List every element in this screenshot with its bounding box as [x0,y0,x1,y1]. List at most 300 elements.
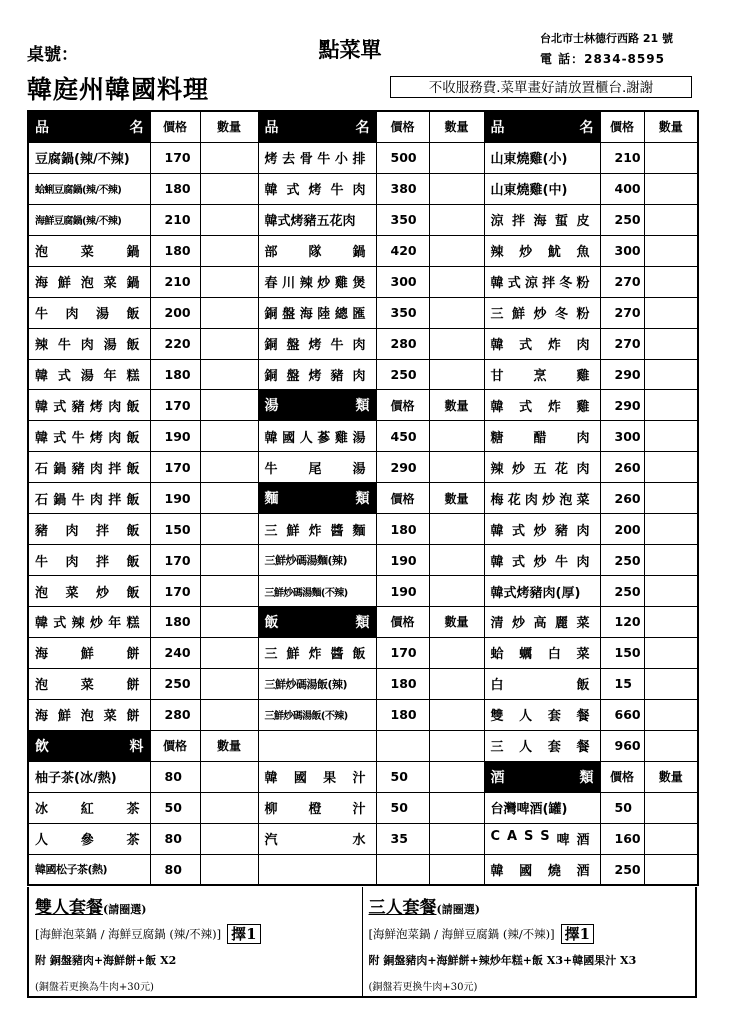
empty-cell [258,854,376,885]
table-row [28,854,698,885]
category-header-label [265,488,370,508]
menu-item-label [35,674,150,693]
set-choice: [海鮮泡菜鍋 / 海鮮豆腐鍋 (辣/不辣)] [368,927,555,941]
name-char: 飯 [126,430,140,446]
name-char: 炒 [542,492,556,508]
name-char: 炒 [519,245,533,261]
menu-item-label [265,365,376,384]
menu-item-price: 150 [600,637,644,668]
menu-item-price: 35 [376,823,429,854]
menu-item-label [491,643,600,662]
quantity-field[interactable] [429,761,484,792]
menu-item-label [265,458,376,477]
menu-item-price: 180 [150,173,200,204]
name-char: 肉 [89,492,103,508]
menu-item-label [491,551,600,570]
name-char: 年 [108,616,122,632]
name-char: 汁 [352,771,366,787]
name-char: 炸 [308,523,322,539]
menu-item-name [484,545,600,576]
menu-item-price: 15 [600,668,644,699]
name-char: 肉 [352,338,366,354]
price-header: 價格 [376,111,429,142]
name-char: 鍋 [352,245,366,261]
table-row [28,607,698,638]
menu-item-name [258,668,376,699]
price-header: 價格 [376,607,429,638]
name-char: 湯 [80,368,94,384]
menu-item-price: 300 [600,421,644,452]
menu-item-name [258,359,376,390]
menu-item-price: 290 [600,390,644,421]
name-char: 烤 [264,152,278,168]
address: 台北市士林德行西路 21 號 [540,32,673,45]
set-title [35,893,356,918]
name-char: 飯 [126,338,140,354]
name-char: 柳 [264,802,278,818]
page-title: 點菜單 [318,38,382,62]
quantity-field[interactable] [429,359,484,390]
quantity-field[interactable] [644,142,698,173]
quantity-field[interactable] [644,266,698,297]
menu-item-label: 韓式烤豬五花肉 [264,214,356,230]
quantity-field[interactable] [200,452,258,483]
name-char: 餐 [576,709,590,725]
menu-item-name [484,854,600,885]
menu-item-name [484,359,600,390]
quantity-field[interactable] [200,668,258,699]
table-row [28,204,698,235]
name-char: 鮮 [511,307,525,323]
category-header-label [265,395,370,415]
price-header: 價格 [600,761,644,792]
menu-table [27,110,699,886]
quantity-field[interactable] [200,359,258,390]
empty-cell [258,730,376,761]
table-row [28,576,698,607]
quantity-field[interactable] [644,483,698,514]
name-char: 鮮 [80,647,94,663]
quantity-field[interactable] [200,204,258,235]
quantity-field[interactable] [429,421,484,452]
name-char: 肉 [352,368,366,384]
quantity-field[interactable] [200,173,258,204]
menu-item-label [491,210,600,229]
menu-item-name [28,761,150,792]
menu-item-name [258,792,376,823]
name-char: 飯 [352,647,366,663]
name-char: 式 [511,523,525,539]
category-header [28,111,150,142]
menu-item-name [484,607,600,638]
menu-item-name [484,390,600,421]
set-title-text: 雙人套餐 [35,898,103,918]
menu-item-name [258,204,376,235]
quantity-field[interactable] [429,730,484,761]
name-char: 辣 [490,245,504,261]
quantity-field[interactable] [644,173,698,204]
quantity-field[interactable] [200,235,258,266]
name-char: 肉 [80,338,94,354]
name-char: 炒 [89,616,103,632]
name-char: 雙 [490,709,504,725]
menu-item-name [28,576,150,607]
quantity-field[interactable] [644,730,698,761]
menu-item-price: 420 [376,235,429,266]
menu-item-price: 250 [600,576,644,607]
menu-item-label: 豆腐鍋(辣/不辣) [35,152,130,168]
quantity-field[interactable] [200,699,258,730]
menu-item-name [484,266,600,297]
name-char: 梅 [490,492,504,508]
quantity-field[interactable] [200,761,258,792]
menu-item-label [35,272,150,291]
quantity-field[interactable] [429,173,484,204]
menu-item-label [265,148,376,167]
menu-item-price: 80 [150,761,200,792]
name-char: 炒 [533,307,547,323]
quantity-field[interactable] [644,235,698,266]
quantity-field[interactable] [644,514,698,545]
menu-item-label [265,427,376,446]
quantity-field[interactable] [644,359,698,390]
menu-item-name [484,421,600,452]
quantity-field[interactable] [429,668,484,699]
name-char: A [506,829,518,845]
table-row [28,390,698,421]
set-swap-note: (銅盤若更換牛肉+30元) [368,982,478,993]
name-char: 餅 [126,647,140,663]
menu-item-price: 290 [600,359,644,390]
name-char: 蠣 [519,647,533,663]
quantity-field[interactable] [644,699,698,730]
table-row [28,730,698,761]
menu-item-price: 400 [600,173,644,204]
name-char: 雞 [576,399,590,415]
quantity-field[interactable] [429,204,484,235]
category-char: 湯 [264,398,279,415]
name-char: 汽 [264,833,278,849]
name-char: 盤 [286,368,300,384]
menu-item-price: 120 [600,607,644,638]
name-char: 蛤 [490,647,504,663]
menu-item-label [35,489,150,508]
quantity-field[interactable] [644,390,698,421]
quantity-field[interactable] [200,142,258,173]
menu-item-price: 180 [376,514,429,545]
category-char: 飲 [35,738,49,755]
category-char: 品 [264,119,279,136]
name-char: 牛 [35,554,49,570]
menu-item-label [491,396,600,415]
quantity-field[interactable] [200,576,258,607]
quantity-field[interactable] [644,854,698,885]
menu-item-price: 250 [600,204,644,235]
category-char: 酒 [490,769,505,786]
name-char: 菜 [65,585,79,601]
set-swap-note: (銅盤若更換為牛肉+30元) [35,982,154,993]
name-char: 三 [490,307,504,323]
menu-item-name [258,545,376,576]
category-char: 品 [35,119,49,136]
menu-item-label [491,520,600,539]
name-char: 牛 [554,554,568,570]
name-char: 茶 [126,802,140,818]
name-char: 豬 [35,523,49,539]
quantity-field[interactable] [200,607,258,638]
name-char: 國 [519,863,533,879]
category-char: 品 [490,119,505,136]
name-char: 湯 [352,461,366,477]
quantity-field[interactable] [200,823,258,854]
name-char: 銅 [264,338,278,354]
name-char: 尾 [308,461,322,477]
quantity-field[interactable] [200,421,258,452]
menu-item-name [28,514,150,545]
menu-item-label [35,396,150,415]
name-char: 五 [533,461,547,477]
name-char: 辣 [490,461,504,477]
name-char: 肉 [576,523,590,539]
menu-item-label [35,365,150,384]
table-number-label: 桌號： [27,45,78,65]
quantity-field[interactable] [200,483,258,514]
quantity-field[interactable] [644,452,698,483]
quantity-field[interactable] [429,699,484,730]
name-char: 糕 [126,616,140,632]
menu-item-label [491,303,600,322]
quantity-field[interactable] [429,266,484,297]
table-row [28,142,698,173]
quantity-field[interactable] [429,637,484,668]
menu-item-name [28,204,150,235]
name-char: 酒 [576,863,590,879]
table-row [28,483,698,514]
menu-item-name [484,452,600,483]
menu-item-name [484,668,600,699]
menu-item-name [258,173,376,204]
name-char: 皮 [576,214,590,230]
menu-item-label [491,272,600,291]
quantity-field[interactable] [644,297,698,328]
name-char: 牛 [57,338,71,354]
menu-item-label [265,520,376,539]
quantity-field[interactable] [644,421,698,452]
quantity-field[interactable] [644,204,698,235]
menu-item-label [491,736,600,755]
menu-item-price: 170 [376,637,429,668]
name-char: 牛 [330,338,344,354]
name-char: 式 [286,183,300,199]
category-header-label [265,612,370,632]
name-char: 海 [299,307,313,323]
menu-item-label [265,798,376,817]
quantity-field[interactable] [429,514,484,545]
menu-item-label: 韓國松子茶(熱) [35,863,108,877]
menu-item-label: 三鮮炒碼湯麵(不辣) [264,587,348,599]
name-char: 鮮 [286,523,300,539]
menu-item-price: 190 [150,421,200,452]
quantity-field[interactable] [200,297,258,328]
quantity-field[interactable] [200,390,258,421]
menu-item-label: 韓式烤豬肉(厚) [490,585,581,601]
price-header: 價格 [376,390,429,421]
menu-item-name [28,235,150,266]
quantity-field[interactable] [644,792,698,823]
name-char: 牛 [330,183,344,199]
quantity-field[interactable] [644,607,698,638]
menu-item-price: 450 [376,421,429,452]
quantity-field[interactable] [644,668,698,699]
pick-one-box[interactable]: 擇1 [561,924,594,944]
name-char: 紅 [80,802,94,818]
table-row [28,266,698,297]
name-char: 烹 [533,368,547,384]
name-char: 豬 [330,368,344,384]
table-row [28,328,698,359]
name-char: 泡 [80,709,94,725]
name-char: 燒 [547,863,561,879]
category-header-label [491,767,594,787]
name-char: 韓 [490,863,504,879]
name-char: 湯 [352,430,366,446]
quantity-field[interactable] [644,823,698,854]
menu-item-name [484,328,600,359]
menu-item-label [35,643,150,662]
menu-item-price: 180 [150,607,200,638]
category-char: 類 [579,769,594,786]
set-note: (請圈選) [436,903,480,916]
name-char: 涼 [490,214,504,230]
menu-item-price: 270 [600,266,644,297]
name-char: 韓 [490,338,504,354]
name-char: 鮮 [286,647,300,663]
quantity-field[interactable] [429,854,484,885]
name-char: 韓 [490,399,504,415]
name-char: 炸 [308,647,322,663]
name-char: 式 [53,616,67,632]
quantity-field[interactable] [429,452,484,483]
price-header: 價格 [600,111,644,142]
menu-item-price: 270 [600,297,644,328]
name-char: 烤 [308,183,322,199]
menu-item-label: 海鮮豆腐鍋(辣/不辣) [35,216,122,228]
quantity-field[interactable] [429,328,484,359]
name-char: 年 [103,368,117,384]
menu-item-price: 200 [600,514,644,545]
menu-item-label [35,520,150,539]
name-char: 牛 [71,492,85,508]
menu-item-label: 蛤蜊豆腐鍋(辣/不辣) [35,185,122,197]
menu-item-name [28,699,150,730]
table-row [28,514,698,545]
menu-item-name [258,235,376,266]
quantity-field[interactable] [429,792,484,823]
quantity-field[interactable] [200,514,258,545]
quantity-field[interactable] [429,235,484,266]
name-char: 醋 [533,430,547,446]
quantity-field[interactable] [200,637,258,668]
table-row [28,452,698,483]
menu-item-price: 50 [376,792,429,823]
menu-item-label [265,767,376,786]
name-char: 茶 [126,833,140,849]
category-char: 名 [579,119,594,136]
name-char: 烤 [89,399,103,415]
menu-item-label [35,427,150,446]
set-title [369,893,690,918]
quantity-field[interactable] [200,854,258,885]
menu-item-price: 170 [150,390,200,421]
quantity-field[interactable] [200,792,258,823]
quantity-field[interactable] [429,297,484,328]
qty-header: 數量 [429,607,484,638]
name-char: 韓 [490,554,504,570]
name-char: 海 [533,214,547,230]
name-char: 式 [519,399,533,415]
menu-item-label [491,241,600,260]
menu-item-name [28,421,150,452]
quantity-field[interactable] [644,545,698,576]
quantity-field[interactable] [200,266,258,297]
menu-item-name [258,452,376,483]
name-char: 式 [511,554,525,570]
name-char: 汁 [352,802,366,818]
quantity-field[interactable] [644,576,698,607]
name-char: 川 [282,276,296,292]
quantity-field[interactable] [429,576,484,607]
set-meal-double [29,887,362,996]
name-char: 肉 [89,461,103,477]
menu-item-name [258,421,376,452]
set-choice-row [35,924,356,944]
quantity-field[interactable] [644,328,698,359]
name-char: 甘 [490,368,504,384]
quantity-field[interactable] [644,637,698,668]
menu-item-price: 260 [600,452,644,483]
table-row [28,823,698,854]
name-char: 豬 [71,399,85,415]
name-char: 辣 [35,338,49,354]
set-note: (請圈選) [103,903,147,916]
name-char: 醬 [330,523,344,539]
category-header [484,761,600,792]
category-header [258,607,376,638]
quantity-field[interactable] [429,823,484,854]
quantity-field[interactable] [200,545,258,576]
name-char: 三 [490,740,504,756]
name-char: 雞 [576,368,590,384]
quantity-field[interactable] [200,328,258,359]
name-char: 拌 [511,214,525,230]
name-char: 炸 [547,338,561,354]
name-char: 韓 [35,368,49,384]
menu-item-label [491,427,600,446]
menu-item-label [35,582,150,601]
name-char: 雞 [334,276,348,292]
name-char: 國 [293,771,307,787]
menu-item-name [28,607,150,638]
menu-item-label [491,674,600,693]
table-row [28,359,698,390]
menu-item-label [265,179,376,198]
pick-one-box[interactable]: 擇1 [227,924,260,944]
name-char: 橙 [308,802,322,818]
name-char: 式 [53,399,67,415]
menu-item-price: 160 [600,823,644,854]
quantity-field[interactable] [429,545,484,576]
quantity-field[interactable] [429,142,484,173]
